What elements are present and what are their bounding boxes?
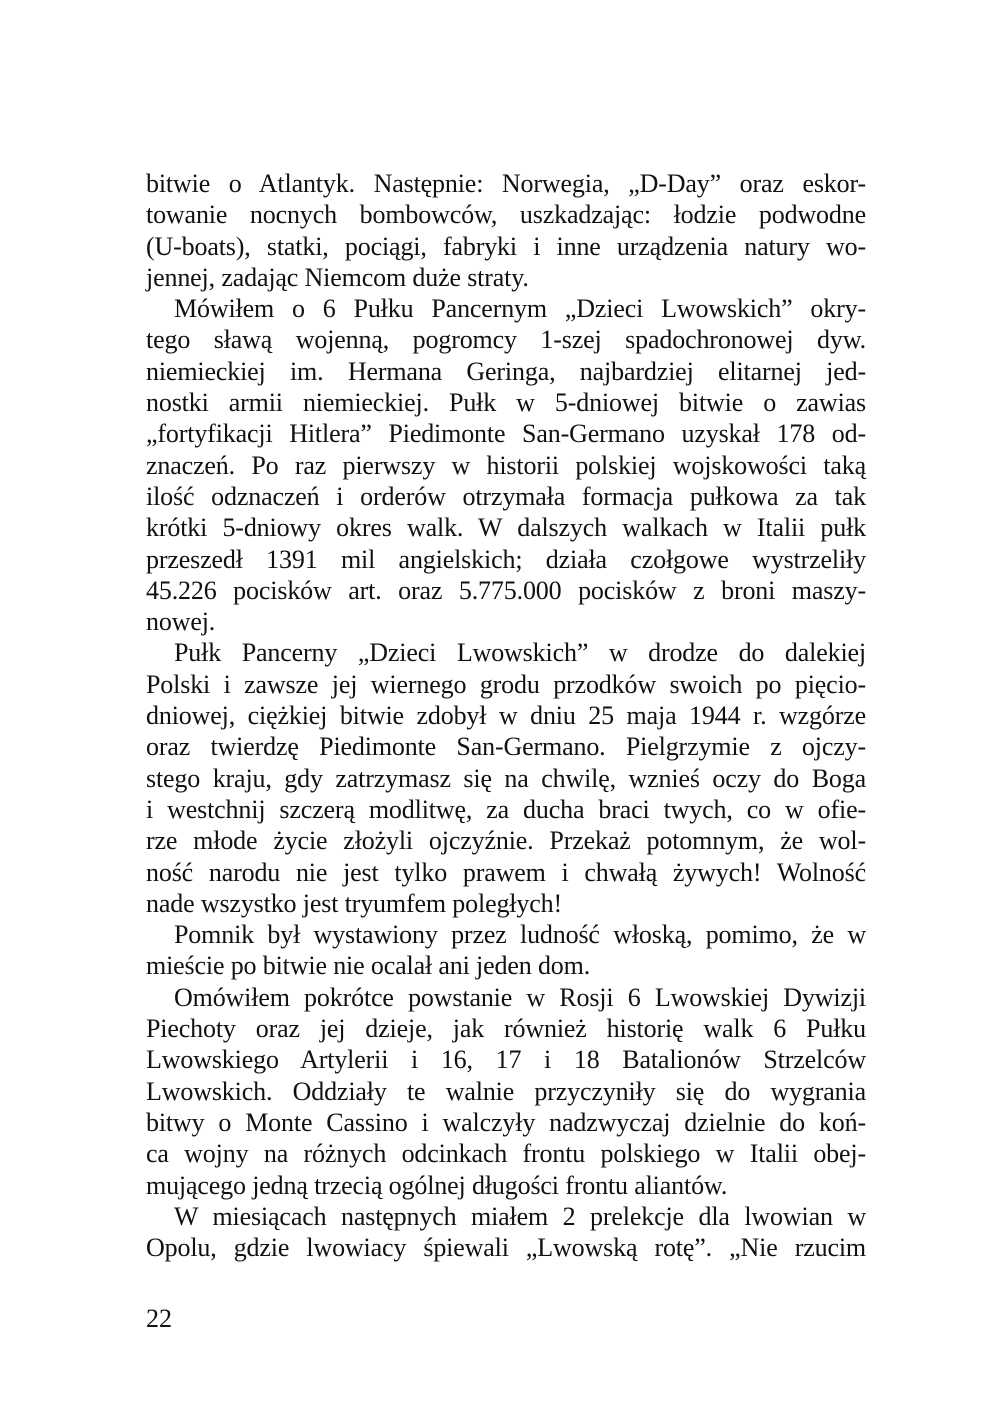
text-line: towanie nocnych bombowców, uszkadzając: łodzie podwodne [146, 200, 866, 230]
page-number: 22 [146, 1304, 172, 1333]
text-line: Pułk Pancerny „Dzieci Lwowskich” w drodze do dalekiej [174, 638, 866, 668]
text-line: nowej. [146, 607, 216, 637]
page-body [146, 168, 866, 1263]
text-line: krótki 5-dniowy okres walk. W dalszych walkach w Italii pułk [146, 513, 866, 543]
text-line: nade wszystko jest tryumfem poległych! [146, 888, 562, 918]
text-line: Lwowskich. Oddziały te walnie przyczyniły się do wygrania [146, 1076, 866, 1106]
text-line: ilość odznaczeń i orderów otrzymała formacja pułkowa za tak [146, 481, 866, 511]
text-line: nostki armii niemieckiej. Pułk w 5-dniowej bitwie o zawias [146, 388, 866, 418]
text-line: (U-boats), statki, pociągi, fabryki i inne urządzenia natury wo- [146, 231, 866, 261]
text-line: „fortyfikacji Hitlera” Piedimonte San-Germano uzyskał 178 od- [146, 419, 866, 449]
text-line: znaczeń. Po raz pierwszy w historii polskiej wojskowości taką [146, 450, 866, 480]
text-line: Piechoty oraz jej dzieje, jak również historię walk 6 Pułku [146, 1014, 866, 1044]
text-line: Opolu, gdzie lwowiacy śpiewali „Lwowską rotę”. „Nie rzucim [146, 1233, 866, 1263]
text-line: ca wojny na różnych odcinkach frontu polskiego w Italii obej- [146, 1139, 866, 1169]
text-line: ność narodu nie jest tylko prawem i chwałą żywych! Wolność [146, 857, 866, 887]
text-line: Omówiłem pokrótce powstanie w Rosji 6 Lwowskiej Dywizji [174, 982, 866, 1012]
text-line: W miesiącach następnych miałem 2 prelekcje dla lwowian w [174, 1201, 866, 1231]
text-line: tego sławą wojenną, pogromcy 1-szej spadochronowej dyw. [146, 325, 866, 355]
text-line: i westchnij szczerą modlitwę, za ducha braci twych, co w ofie- [146, 794, 866, 824]
text-line: rze młode życie złożyli ojczyźnie. Przekaż potomnym, że wol- [146, 826, 866, 856]
text-line: Polski i zawsze jej wiernego grodu przodków swoich po pięcio- [146, 669, 866, 699]
text-line: niemieckiej im. Hermana Geringa, najbardziej elitarnej jed- [146, 356, 866, 386]
text-line: dniowej, ciężkiej bitwie zdobył w dniu 25 maja 1944 r. wzgórze [146, 701, 866, 731]
text-line: 45.226 pocisków art. oraz 5.775.000 pocisków z broni maszy- [146, 575, 866, 605]
text-line: mieście po bitwie nie ocalał ani jeden dom. [146, 951, 591, 981]
text-line: mującego jedną trzecią ogólnej długości frontu aliantów. [146, 1170, 728, 1200]
text-line: Lwowskiego Artylerii i 16, 17 i 18 Batalionów Strzelców [146, 1045, 866, 1075]
text-line: przeszedł 1391 mil angielskich; działa czołgowe wystrzeliły [146, 544, 866, 574]
text-line: bitwie o Atlantyk. Następnie: Norwegia, „D-Day” oraz eskor- [146, 169, 866, 198]
text-line: stego kraju, gdy zatrzymasz się na chwilę, wznieś oczy do Boga [146, 763, 866, 793]
text-line: jennej, zadając Niemcom duże straty. [146, 262, 529, 292]
text-line: Mówiłem o 6 Pułku Pancernym „Dzieci Lwowskich” okry- [174, 294, 866, 324]
text-line: bitwy o Monte Cassino i walczyły nadzwyczaj dzielnie do koń- [146, 1107, 866, 1137]
text-line: Pomnik był wystawiony przez ludność włoską, pomimo, że w [174, 920, 866, 950]
text-line: oraz twierdzę Piedimonte San-Germano. Pielgrzymie z ojczy- [146, 732, 866, 762]
